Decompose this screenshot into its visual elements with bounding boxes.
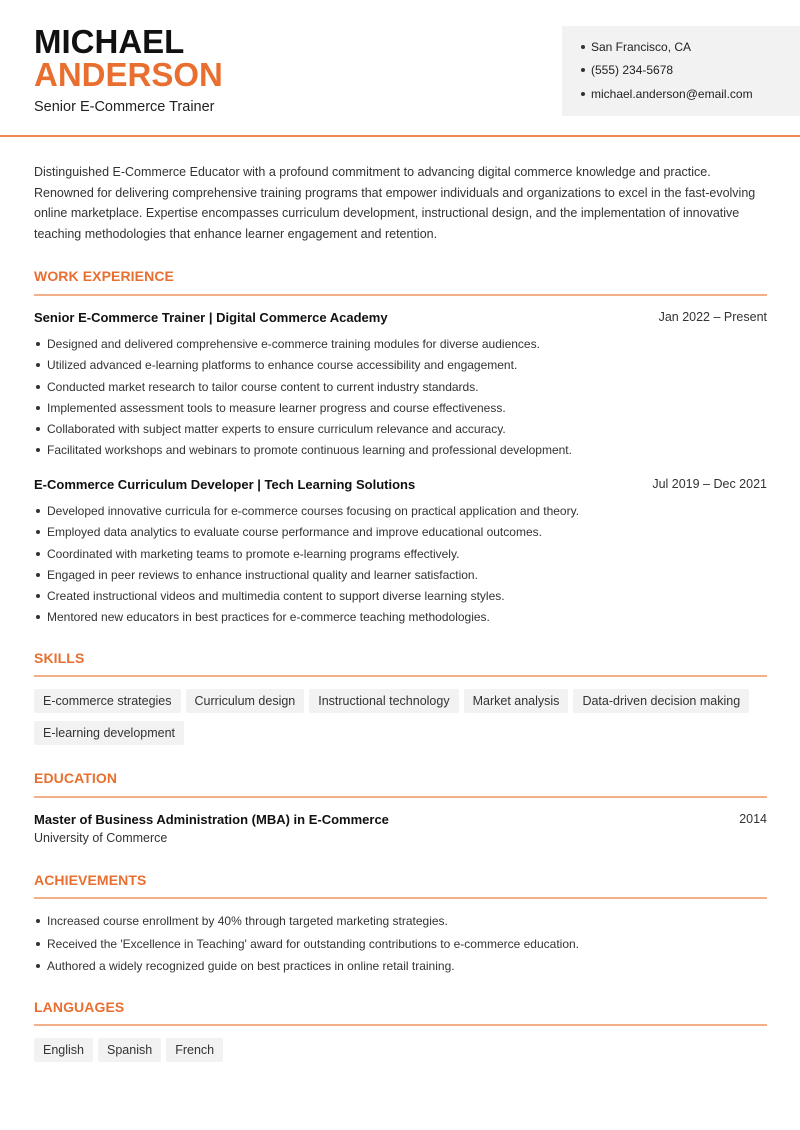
- location-text: San Francisco, CA: [591, 40, 692, 54]
- resume-header: [0, 0, 800, 137]
- skill-tag: E-commerce strategies: [34, 689, 181, 713]
- section-divider: [34, 897, 767, 899]
- language-tag: Spanish: [98, 1038, 161, 1062]
- bullet-icon: [581, 92, 585, 96]
- section-title-achievements: ACHIEVEMENTS: [34, 872, 147, 888]
- list-item: Implemented assessment tools to measure learner progress and course effectiveness.: [34, 400, 572, 421]
- language-tag: French: [166, 1038, 223, 1062]
- job-bullets-1: [34, 336, 572, 464]
- language-tag: English: [34, 1038, 93, 1062]
- bullet-icon: [581, 68, 585, 72]
- list-item: Conducted market research to tailor course content to current industry standards.: [34, 379, 572, 400]
- contact-location: [581, 40, 691, 54]
- first-name: MICHAEL: [34, 23, 185, 60]
- job-title-1: Senior E-Commerce Trainer | Digital Commerce Academy: [34, 310, 388, 325]
- skill-tag: Market analysis: [464, 689, 569, 713]
- contact-email[interactable]: [581, 87, 753, 101]
- list-item: Developed innovative curricula for e-commerce courses focusing on practical application and theory.: [34, 503, 579, 524]
- achievements-list: [34, 913, 579, 981]
- job-bullets-2: [34, 503, 579, 631]
- education-school: University of Commerce: [34, 831, 168, 845]
- contact-phone: [581, 63, 673, 77]
- list-item: Facilitated workshops and webinars to promote continuous learning and professional development.: [34, 442, 572, 463]
- list-item: Collaborated with subject matter experts to ensure curriculum relevance and accuracy.: [34, 421, 572, 442]
- skill-tag: Curriculum design: [186, 689, 305, 713]
- job-date-1: Jan 2022 – Present: [658, 310, 767, 324]
- list-item: Received the 'Excellence in Teaching' award for outstanding contributions to e-commerce education.: [34, 936, 579, 959]
- section-divider: [34, 796, 767, 798]
- list-item: Created instructional videos and multimedia content to support diverse learning styles.: [34, 588, 579, 609]
- last-name: ANDERSON: [34, 56, 223, 93]
- list-item: Engaged in peer reviews to enhance instructional quality and learner satisfaction.: [34, 567, 579, 588]
- list-item: Authored a widely recognized guide on best practices in online retail training.: [34, 958, 579, 981]
- job-title: Senior E-Commerce Trainer: [34, 99, 215, 115]
- list-item: Designed and delivered comprehensive e-commerce training modules for diverse audiences.: [34, 336, 572, 357]
- section-title-education: EDUCATION: [34, 770, 118, 786]
- section-divider: [34, 1024, 767, 1026]
- list-item: Mentored new educators in best practices for e-commerce teaching methodologies.: [34, 609, 579, 630]
- section-title-skills: SKILLS: [34, 650, 85, 666]
- bullet-icon: [581, 45, 585, 49]
- list-item: Employed data analytics to evaluate course performance and improve educational outcomes.: [34, 524, 579, 545]
- skills-tags: [34, 689, 774, 753]
- skill-tag: Data-driven decision making: [573, 689, 749, 713]
- phone-text: (555) 234-5678: [591, 63, 674, 77]
- email-link[interactable]: michael.anderson@email.com: [591, 87, 753, 101]
- education-degree: Master of Business Administration (MBA) in E-Commerce: [34, 812, 389, 827]
- list-item: Coordinated with marketing teams to promote e-learning programs effectively.: [34, 546, 579, 567]
- section-divider: [34, 675, 767, 677]
- section-title-work: WORK EXPERIENCE: [34, 268, 174, 284]
- languages-tags: [34, 1038, 774, 1070]
- section-divider: [34, 294, 767, 296]
- skill-tag: E-learning development: [34, 721, 184, 745]
- job-date-2: Jul 2019 – Dec 2021: [652, 477, 767, 491]
- list-item: Utilized advanced e-learning platforms to enhance course accessibility and engagement.: [34, 357, 572, 378]
- education-year: 2014: [739, 812, 767, 826]
- section-title-languages: LANGUAGES: [34, 999, 125, 1015]
- skill-tag: Instructional technology: [309, 689, 458, 713]
- list-item: Increased course enrollment by 40% through targeted marketing strategies.: [34, 913, 579, 936]
- contact-box: [562, 26, 800, 116]
- summary-paragraph: Distinguished E-Commerce Educator with a profound commitment to advancing digital commerce knowledge and practice. Renowned for delivering comprehensive training programs that empower individuals and organizations to excel in the fast-evolving online marketplace. Expertise encompasses curriculum development, instructional design, and the implementation of innovative teaching methodologies that enhance learner engagement and retention.: [34, 165, 756, 242]
- job-title-2: E-Commerce Curriculum Developer | Tech Learning Solutions: [34, 477, 416, 492]
